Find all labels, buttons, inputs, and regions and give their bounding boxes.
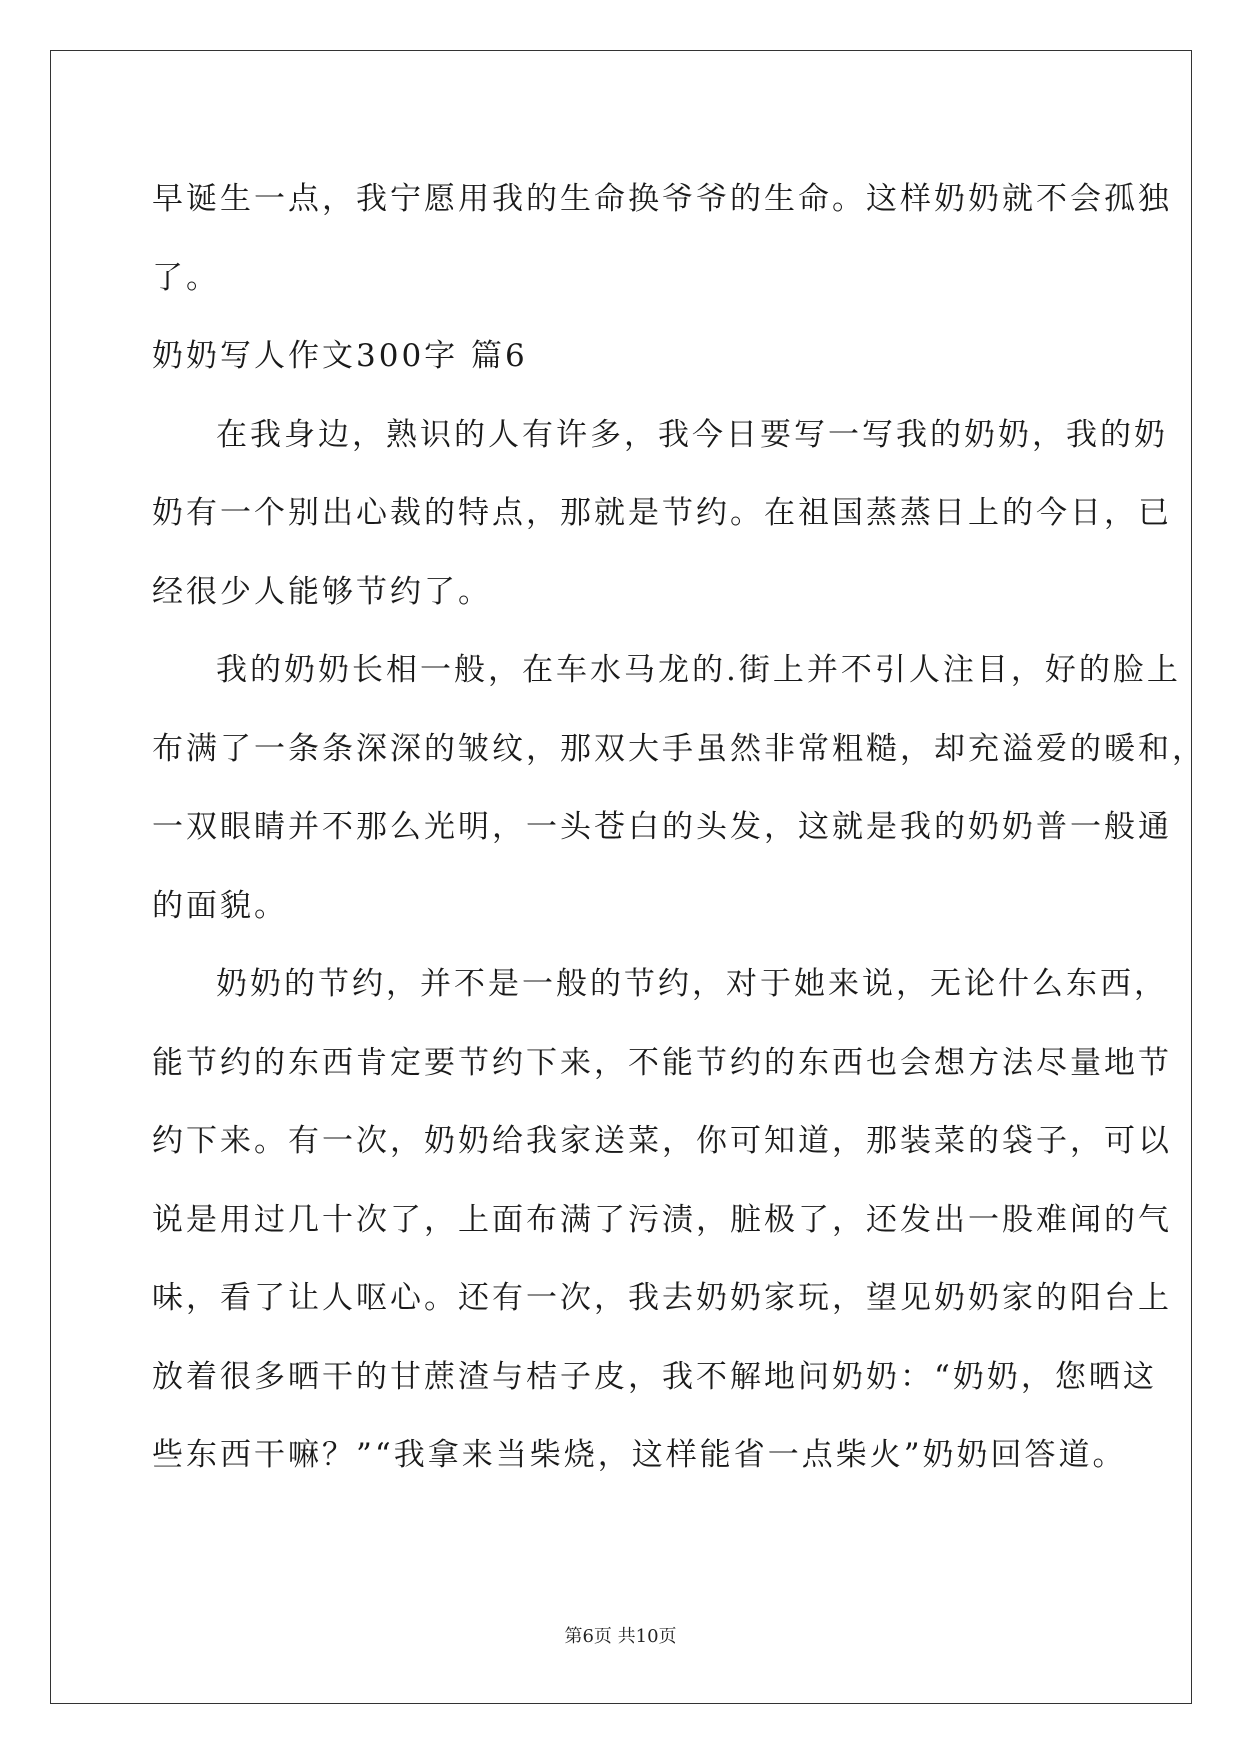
text-line-17: 些东西干嘛？”“我拿来当柴烧，这样能省一点柴火”奶奶回答道。 bbox=[152, 1437, 1127, 1473]
text-line-11: 奶奶的节约，并不是一般的节约，对于她来说，无论什么东西， bbox=[216, 966, 1168, 1002]
text-line-12: 能节约的东西肯定要节约下来，不能节约的东西也会想方法尽量地节 bbox=[152, 1044, 1172, 1081]
text-line-6: 经很少人能够节约了。 bbox=[152, 573, 492, 610]
document-body bbox=[152, 160, 1206, 1495]
text-line-14: 说是用过几十次了，上面布满了污渍，脏极了，还发出一股难闻的气 bbox=[152, 1201, 1172, 1238]
text-line-7: 我的奶奶长相一般，在车水马龙的.街上并不引人注目，好的脸上 bbox=[216, 652, 1181, 688]
text-line-2: 了。 bbox=[152, 259, 220, 296]
text-line-1: 早诞生一点，我宁愿用我的生命换爷爷的生命。这样奶奶就不会孤独 bbox=[152, 181, 1172, 217]
text-line-16: 放着很多晒干的甘蔗渣与桔子皮，我不解地问奶奶：“奶奶，您晒这 bbox=[152, 1358, 1157, 1395]
text-line-10: 的面貌。 bbox=[152, 887, 288, 924]
section-heading: 奶奶写人作文300字 篇6 bbox=[152, 338, 528, 374]
page-number-footer: 第6页 共10页 bbox=[564, 1626, 677, 1647]
text-line-8: 布满了一条条深深的皱纹，那双大手虽然非常粗糙，却充溢爱的暖和， bbox=[152, 730, 1206, 767]
text-line-13: 约下来。有一次，奶奶给我家送菜，你可知道，那装菜的袋子，可以 bbox=[152, 1123, 1172, 1159]
text-line-4: 在我身边，熟识的人有许多，我今日要写一写我的奶奶，我的奶 bbox=[216, 416, 1168, 453]
text-line-15: 味，看了让人呕心。还有一次，我去奶奶家玩，望见奶奶家的阳台上 bbox=[152, 1280, 1172, 1316]
text-line-5: 奶有一个别出心裁的特点，那就是节约。在祖国蒸蒸日上的今日，已 bbox=[152, 495, 1172, 531]
text-line-9: 一双眼睛并不那么光明，一头苍白的头发，这就是我的奶奶普一般通 bbox=[152, 809, 1172, 845]
